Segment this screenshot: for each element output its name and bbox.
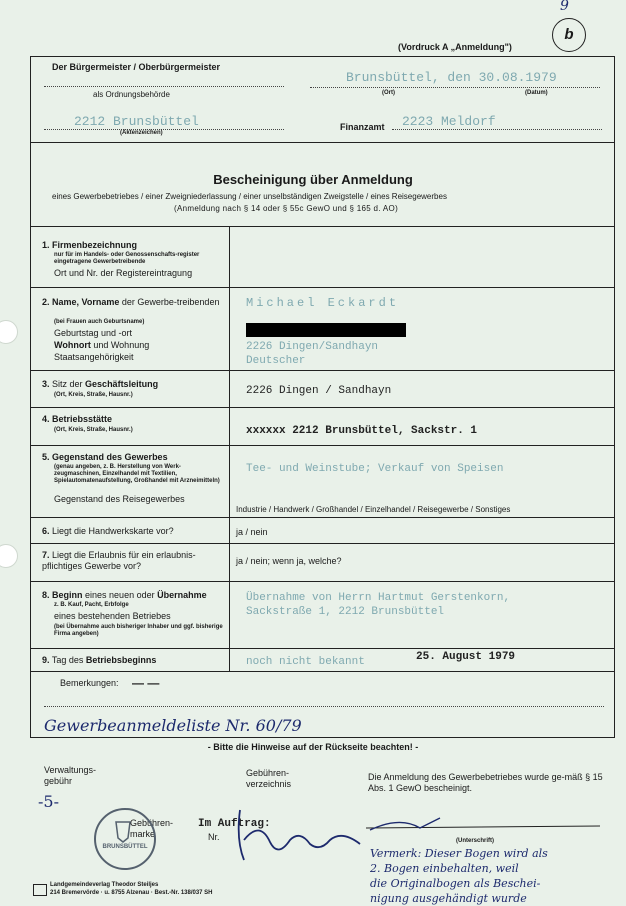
row-1-sub: nur für im Handels- oder Genossenschafts-register eingetragene Gewerbetreibende [54,252,200,265]
fee-stamp-label: Gebühren-marke [130,818,174,839]
row-5-categories: Industrie / Handwerk / Großhandel / Einzelhandel / Reisegewerbe / Sonstiges [236,505,511,514]
row-divider [30,543,614,544]
row-7-label: 7. Liegt die Erlaubnis für ein erlaubnis-pflichtiges Gewerbe vor? [42,550,196,571]
row-divider [30,370,614,371]
page-letter-circle: b [552,18,586,52]
title-opt-dependent-branch: einer unselbständigen Zweigstelle / [243,192,369,201]
official-seal [94,808,156,870]
authority-role: als Ordnungsbehörde [93,90,170,99]
tax-office-line [392,128,602,130]
case-number-value: 2212 Brunsbüttel [74,114,199,129]
case-number-line [44,128,284,130]
place-date-value: Brunsbüttel, den 30.08.1979 [346,70,557,85]
place-date-line [310,86,600,88]
date-label: (Datum) [525,90,548,96]
row-3-label: 3. Sitz der Geschäftsleitung [42,379,159,389]
row-8-value-line2: Sackstraße 1, 2212 Brunsbüttel [246,606,445,618]
row-5-label: 5. Gegenstand des Gewerbes [42,452,168,462]
row-4-value: xxxxxx 2212 Brunsbüttel, Sackstr. 1 [246,425,478,437]
row-4-sub: (Ort, Kreis, Straße, Hausnr.) [54,427,133,433]
header-divider [30,142,614,143]
fee-list-label: Gebühren-verzeichnis [246,768,292,789]
handwritten-bottom-note [370,846,548,906]
row-1-label: 1. Firmenbezeichnung [42,240,138,250]
on-behalf-label: Im Auftrag: [198,818,271,830]
publisher-line-2: 214 Bremervörde · u. 8755 Alzenau · Best.-Nr. 138/037 SH [50,890,213,896]
row-8-label: 8. Beginn eines neuen oder Übernahme [42,590,207,600]
row-5-label2: Gegenstand des Reisegewerbes [54,494,185,504]
publisher-logo [33,884,47,896]
row-divider [30,445,614,446]
seal-emblem-icon [94,808,152,866]
signature-label: (Unterschrift) [456,838,495,844]
handwritten-bottom-note-line: die Originalbogen als Beschei- [370,877,541,890]
row-7-options: ja / nein; wenn ja, welche? [236,556,342,566]
row-divider [30,581,614,582]
authority-title: Der Bürgermeister / Oberbürgermeister [52,62,221,72]
row-2-address-value: 2226 Dingen/Sandhayn [246,341,379,353]
remarks-value: — — [132,676,160,690]
row-5-sub: (genau angeben, z. B. Herstellung von Werk-zeugmaschinen, Einzelhandel mit Textilien, Spielautomatenaufstellung, Großhandel mit Arzneimitteln) [54,464,220,484]
page-title: Bescheinigung über Anmeldung [213,172,413,187]
table-top [30,226,614,227]
signature-officer [230,800,370,870]
handwritten-bottom-note-line: 2. Bogen einbehalten, weil [370,862,519,875]
row-2-nationality-value: Deutscher [246,355,306,367]
row-2-label4: Staatsangehörigkeit [54,352,134,362]
row-2-name-value: Michael Eckardt [246,296,400,310]
seal-text: BRUNSBÜTTEL [102,844,148,850]
case-number-label: (Aktenzeichen) [120,130,163,136]
remarks-line [44,705,604,707]
title-line-2: (Anmeldung nach § 14 oder § 55c GewO und § 165 d. AO) [174,204,399,213]
row-3-value: 2226 Dingen / Sandhayn [246,385,392,397]
row-6-options: ja / nein [236,527,268,537]
row-divider [30,671,614,672]
title-opt-business: eines Gewerbebetriebes / [52,192,144,201]
admin-fee-label: Verwaltungs-gebühr [44,765,97,786]
admin-fee-value: -5- [38,792,59,811]
row-2-label: 2. Name, Vorname der Gewerbe-treibenden [42,297,220,307]
row-9-note-value: noch nicht bekannt [246,656,365,668]
row-5-value: Tee- und Weinstube; Verkauf von Speisen [246,463,504,475]
row-divider [30,517,614,518]
row-2-sub: (bei Frauen auch Geburtsname) [54,319,145,325]
remarks-label: Bemerkungen: [60,678,119,688]
tax-office-label: Finanzamt [340,122,385,132]
handwritten-bottom-note-line: Vermerk: Dieser Bogen wird als [370,847,548,860]
row-1-label2: Ort und Nr. der Registereintragung [54,268,193,278]
row-divider [30,287,614,288]
notice: - Bitte die Hinweise auf der Rückseite beachten! - [207,742,419,752]
punch-hole [0,320,18,344]
punch-hole [0,544,18,568]
handwritten-register-note: Gewerbeanmeldeliste Nr. 60/79 [44,716,302,735]
row-9-date-value: 25. August 1979 [416,651,516,663]
signature-line [360,808,610,838]
confirmation-text: Die Anmeldung des Gewerbebetriebes wurde ge-mäß § 15 Abs. 1 GewO bescheinigt. [368,772,603,793]
row-8-label2: eines bestehenden Betriebes [54,611,171,621]
title-opt-itinerant: eines Reisegewerbes [370,192,447,201]
form-name: (Vordruck A „Anmeldung") [398,42,512,52]
row-6-label: 6. Liegt die Handwerkskarte vor? [42,526,174,536]
title-opt-branch: einer Zweigniederlassung / [145,192,242,201]
row-3-sub: (Ort, Kreis, Straße, Hausnr.) [54,392,133,398]
page-marker: 9 [560,0,569,14]
row-4-label: 4. Betriebsstätte [42,414,113,424]
place-label: (Ort) [382,90,395,96]
handwritten-bottom-note-line: nigung ausgehändigt wurde [370,892,527,905]
authority-line [44,85,284,87]
nr-label: Nr. [208,832,220,842]
row-divider [30,648,614,649]
row-8-value-line1: Übernahme von Herrn Hartmut Gerstenkorn, [246,592,511,604]
title-line-1 [52,192,447,201]
row-2-label2: Geburtstag und -ort [54,328,133,338]
row-divider [30,407,614,408]
row-8-sub2: (bei Übernahme auch bisheriger Inhaber und ggf. bisherige Firma angeben) [54,624,223,637]
redaction-bar [246,323,406,337]
row-9-label: 9. Tag des Betriebsbeginns [42,655,157,665]
tax-office-value: 2223 Meldorf [402,114,496,129]
row-8-sub: z. B. Kauf, Pacht, Erbfolge [54,602,129,608]
row-2-label3: Wohnort und Wohnung [54,340,150,350]
publisher-line-1: Landgemeindeverlag Theodor Steiljes [50,882,159,888]
